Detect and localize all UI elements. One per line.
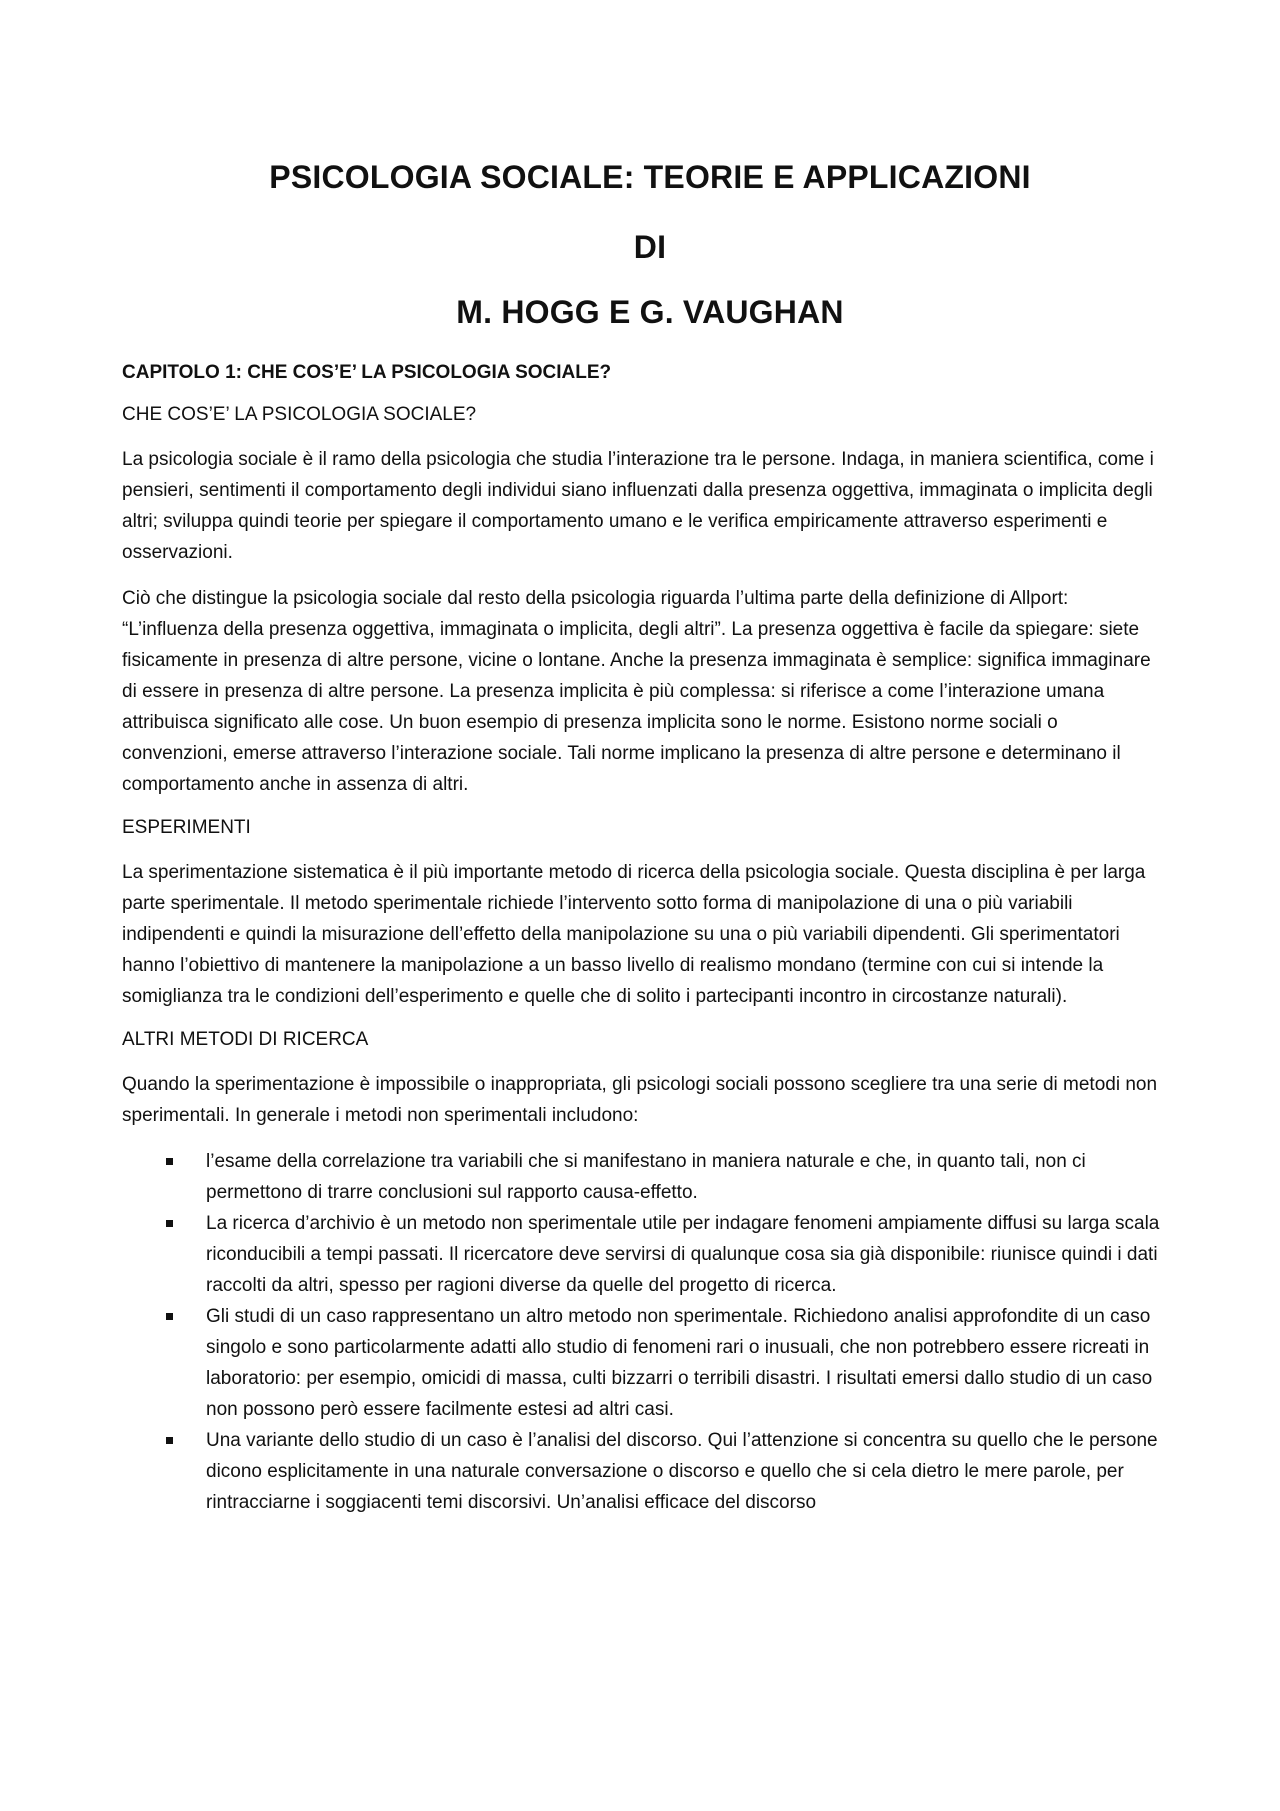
section-heading: CHE COS’E’ LA PSICOLOGIA SOCIALE?	[122, 404, 477, 425]
section-heading: ALTRI METODI DI RICERCA	[122, 1029, 369, 1050]
paragraph: La psicologia sociale è il ramo della psicologia che studia l’interazione tra le persone. Indaga, in maniera scientifica, come i pensieri, sentimenti il comportamento degli individui siano influenzati dalla presenza oggettiva, immaginata o implicita degli altri; sviluppa quindi teorie per spiegare il comportamento umano e le verifica empiricamente attraverso esperimenti e osservazioni.	[122, 449, 1154, 563]
paragraph: La sperimentazione sistematica è il più importante metodo di ricerca della psicologia sociale. Questa disciplina è per larga parte sperimentale. Il metodo sperimentale richiede l’intervento sotto forma di manipolazione di una o più variabili indipendenti e quindi la misurazione dell’effetto della manipolazione su una o più variabili dipendenti. Gli sperimentatori hanno l’obiettivo di mantenere la manipolazione a un basso livello di realismo mondano (termine con cui si intende la somiglianza tra le condizioni dell’esperimento e quelle che di solito i partecipanti incontro in circostanze naturali).	[122, 862, 1146, 1007]
document-authors: M. HOGG E G. VAUGHAN	[456, 294, 844, 330]
list-item	[122, 1208, 1162, 1301]
square-bullet-icon	[166, 1220, 173, 1227]
list-item	[122, 1425, 1162, 1518]
bullet-list	[122, 1146, 1162, 1518]
document-body	[122, 360, 1162, 1518]
list-item	[122, 1146, 1162, 1208]
list-item-text: Gli studi di un caso rappresentano un altro metodo non sperimentale. Richiedono analisi approfondite di un caso singolo e sono particolarmente adatti allo studio di fenomeni rari o inusuali, che non potrebbero essere ricreati in laboratorio: per esempio, omicidi di massa, culti bizzarri o terribili disastri. I risultati emersi dallo studio di un caso non possono però essere facilmente estesi ad altri casi.	[206, 1306, 1153, 1420]
list-item-text: l’esame della correlazione tra variabili che si manifestano in maniera naturale e che, in quanto tali, non ci permettono di trarre conclusioni sul rapporto causa-effetto.	[206, 1151, 1086, 1203]
square-bullet-icon	[166, 1158, 173, 1165]
list-item-text: La ricerca d’archivio è un metodo non sperimentale utile per indagare fenomeni ampiamente diffusi su larga scala riconducibili a tempi passati. Il ricercatore deve servirsi di qualunque cosa sia già disponibile: riunisce quindi i dati raccolti da altri, spesso per ragioni diverse da quelle del progetto di ricerca.	[206, 1213, 1160, 1296]
section-heading: ESPERIMENTI	[122, 817, 251, 838]
paragraph: Ciò che distingue la psicologia sociale dal resto della psicologia riguarda l’ultima parte della definizione di Allport: “L’influenza della presenza oggettiva, immaginata o implicita, degli altri”. La presenza oggettiva è facile da spiegare: siete fisicamente in presenza di altre persone, vicine o lontane. Anche la presenza immaginata è semplice: significa immaginare di essere in presenza di altre persone. La presenza implicita è più complessa: si riferisce a come l’interazione umana attribuisca significato alle cose. Un buon esempio di presenza implicita sono le norme. Esistono norme sociali o convenzioni, emerse attraverso l’interazione sociale. Tali norme implicano la presenza di altre persone e determinano il comportamento anche in assenza di altri.	[122, 588, 1151, 795]
square-bullet-icon	[166, 1313, 173, 1320]
document-title: PSICOLOGIA SOCIALE: TEORIE E APPLICAZIONI	[269, 159, 1031, 195]
paragraph: Quando la sperimentazione è impossibile o inappropriata, gli psicologi sociali possono scegliere tra una serie di metodi non sperimentali. In generale i metodi non sperimentali includono:	[122, 1074, 1158, 1126]
document-title-by: DI	[633, 229, 667, 265]
list-item	[122, 1301, 1162, 1425]
chapter-heading: CAPITOLO 1: CHE COS’E’ LA PSICOLOGIA SOCIALE?	[122, 362, 612, 383]
list-item-text: Una variante dello studio di un caso è l’analisi del discorso. Qui l’attenzione si concentra su quello che le persone dicono esplicitamente in una naturale conversazione o discorso e quello che si cela dietro le mere parole, per rintracciarne i soggiacenti temi discorsivi. Un’analisi efficace del discorso	[206, 1430, 1158, 1513]
square-bullet-icon	[166, 1437, 173, 1444]
